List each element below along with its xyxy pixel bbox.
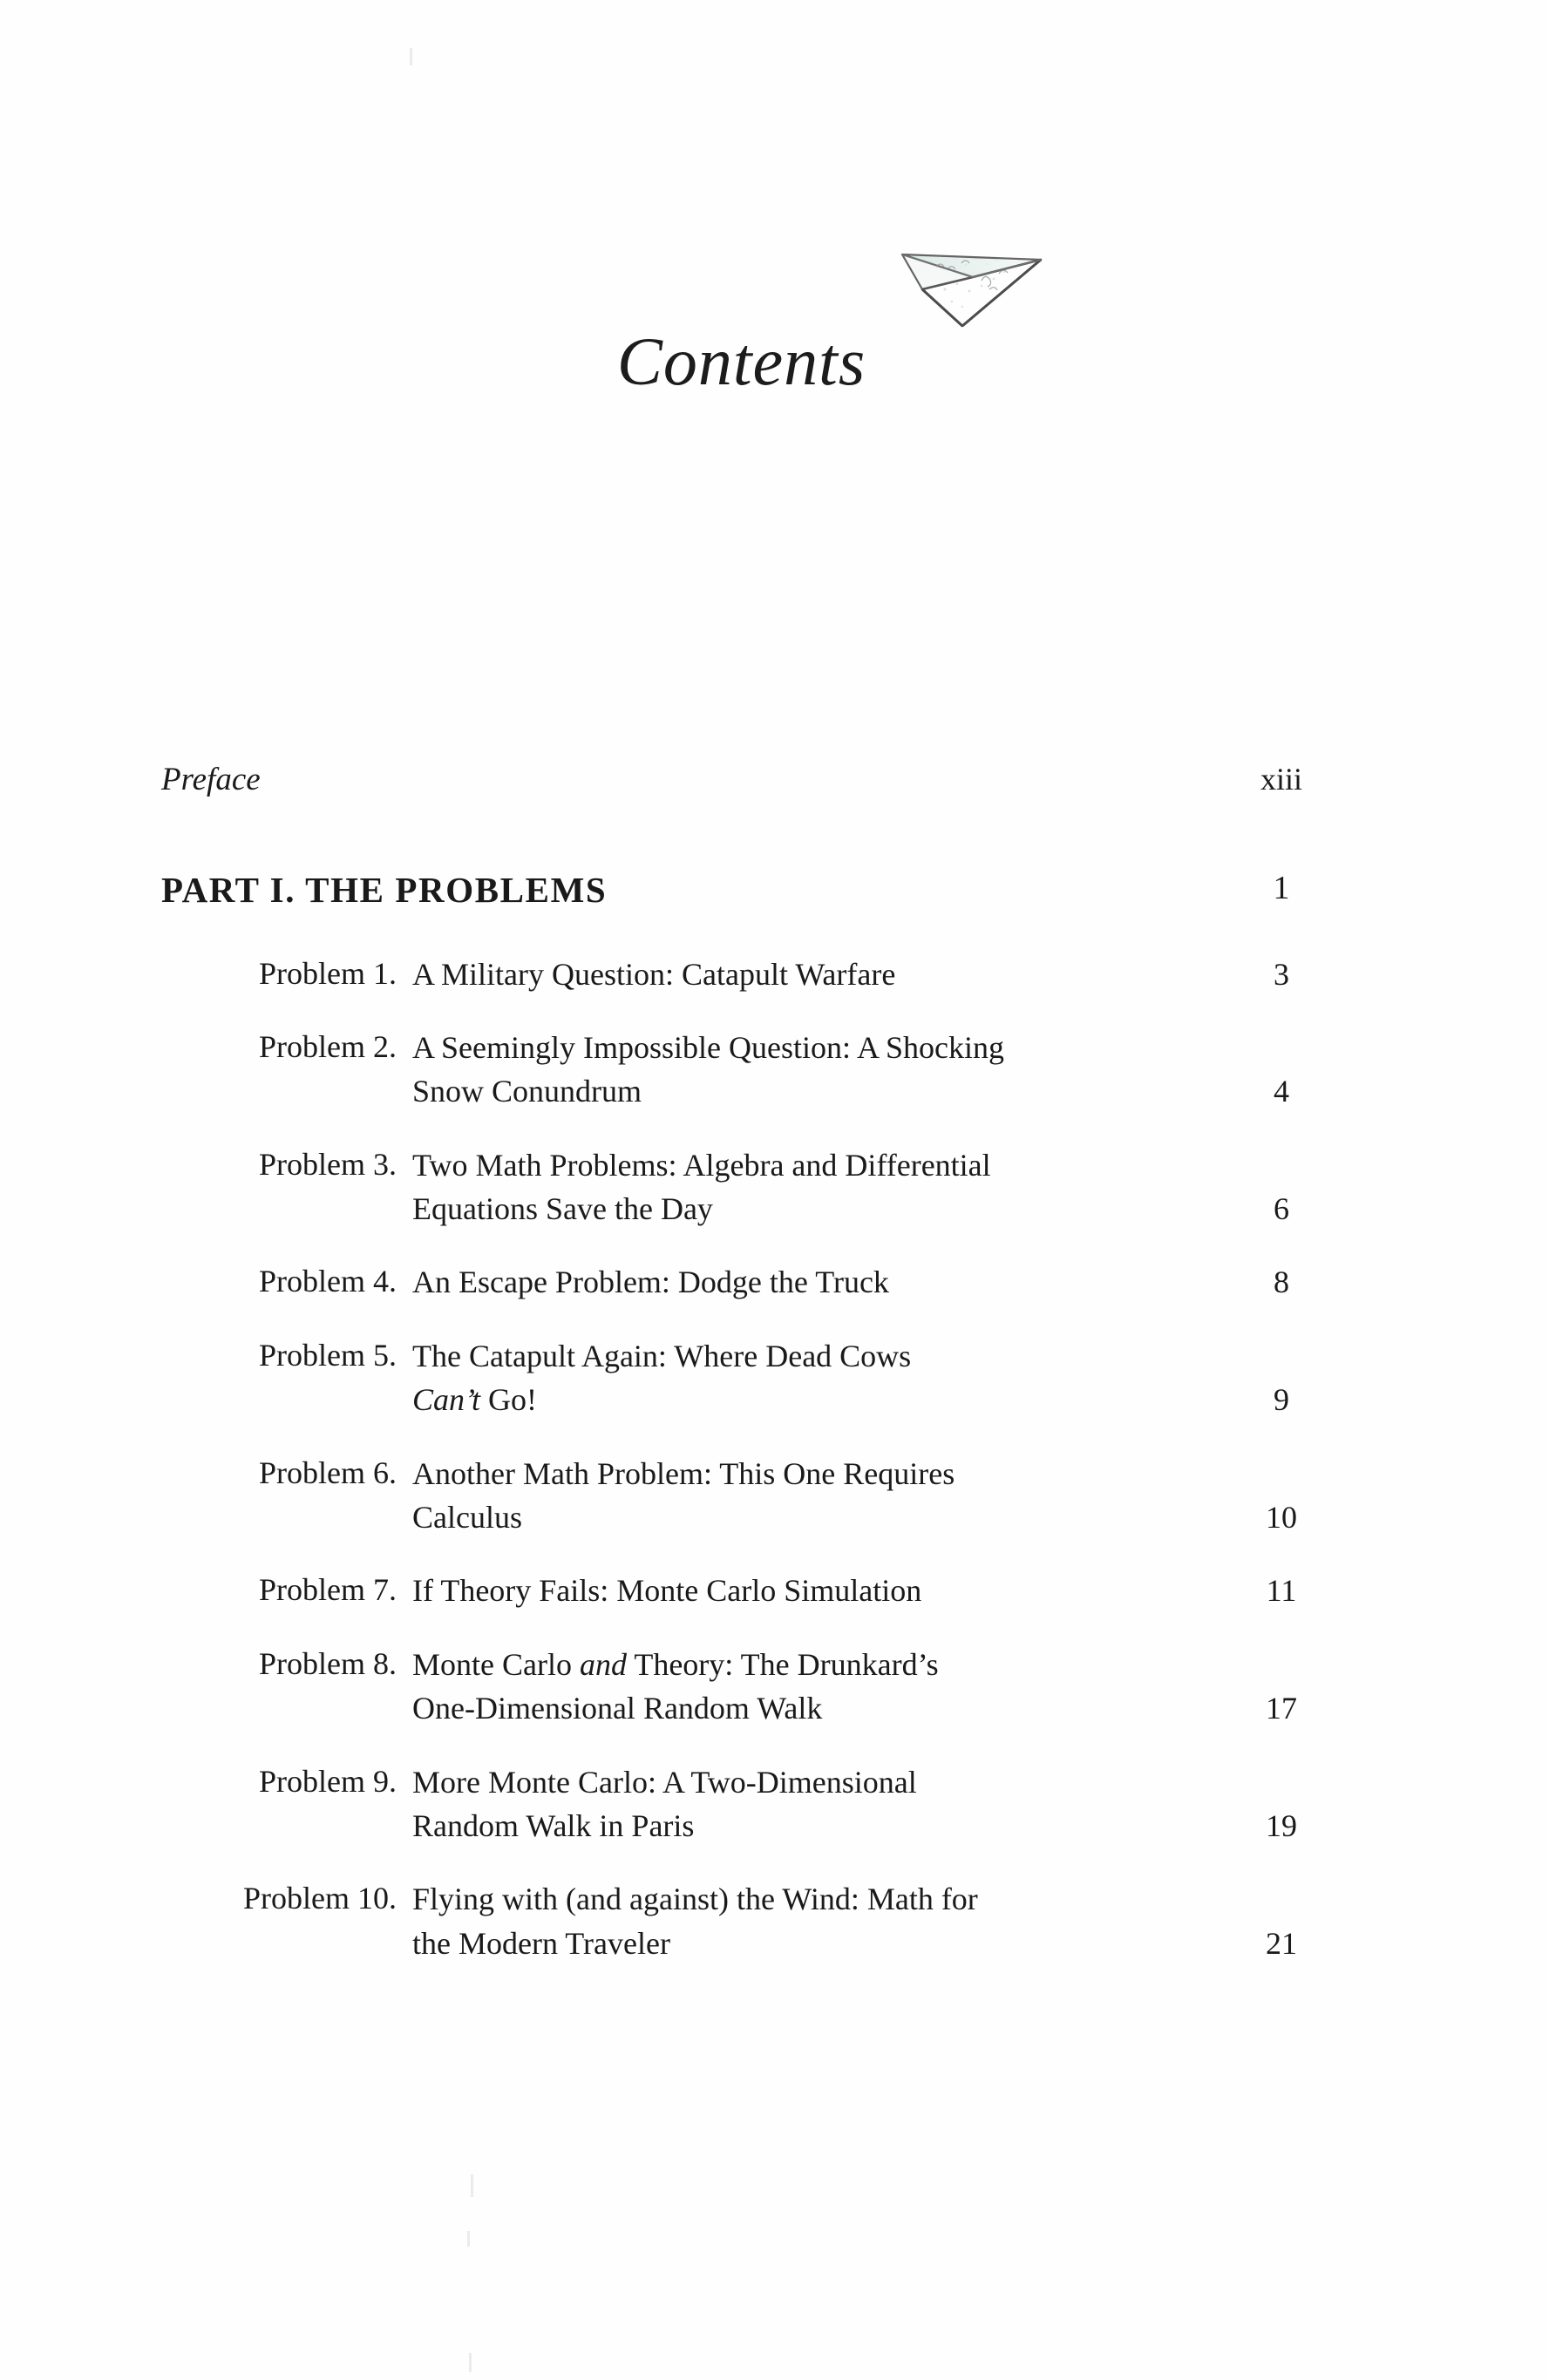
- toc-entry-page-number: 3: [1274, 956, 1289, 992]
- toc-entry-title: The Catapult Again: Where Dead Cows: [412, 1338, 912, 1373]
- toc-entry-title-plain: Theory: The Drunkard’s: [626, 1646, 939, 1682]
- toc-entry-line: [412, 1760, 1355, 1804]
- toc-entry-lines: [412, 1452, 1355, 1540]
- page-title: [0, 322, 1549, 401]
- paper-airplane-icon: [879, 228, 1053, 329]
- toc-entry-lines: [412, 1334, 1355, 1422]
- toc-entry-label: Problem 6.: [259, 1454, 397, 1490]
- part-heading-page-number: 1: [1273, 869, 1290, 906]
- toc-entry-page-number: 21: [1266, 1925, 1297, 1961]
- scan-artifact: [471, 2174, 473, 2197]
- toc-entry-line: [412, 1187, 1355, 1231]
- toc-entry-label: Problem 2.: [259, 1028, 397, 1064]
- toc-entry-page-number: 8: [1274, 1265, 1289, 1300]
- toc-entry-page-number: 9: [1274, 1382, 1289, 1418]
- scan-artifact: [469, 2353, 472, 2372]
- toc-entry[interactable]: [161, 1643, 1355, 1731]
- toc-entry-label: Problem 9.: [259, 1763, 397, 1799]
- toc-entry[interactable]: [161, 1569, 1355, 1612]
- toc-entry-title: If Theory Fails: Monte Carlo Simulation: [412, 1573, 922, 1609]
- toc-entry-line: [412, 1686, 1355, 1730]
- toc-entry-label: Problem 1.: [259, 955, 397, 991]
- preface-label: Preface: [161, 762, 261, 797]
- toc-entry-list: [161, 953, 1355, 1966]
- toc-entry-page-number: 10: [1266, 1500, 1297, 1536]
- toc-entry-title: Random Walk in Paris: [412, 1807, 695, 1843]
- toc-entry-line: [412, 1026, 1355, 1069]
- toc-entry-title: [412, 1378, 1207, 1421]
- toc-entry-label: Problem 5.: [259, 1337, 397, 1373]
- toc-entry-label: Problem 8.: [259, 1645, 397, 1681]
- toc-entry-lines: [412, 1760, 1355, 1848]
- toc-entry[interactable]: [161, 1334, 1355, 1422]
- toc-entry[interactable]: [161, 953, 1355, 996]
- toc-entry-title-plain: Monte Carlo: [412, 1646, 580, 1682]
- toc-entry-title: Equations Save the Day: [412, 1191, 713, 1227]
- toc-entry-line: [412, 1378, 1355, 1421]
- toc-entry[interactable]: [161, 1452, 1355, 1540]
- toc-entry-title: [412, 1643, 1207, 1686]
- toc-entry-page-number: 11: [1266, 1573, 1297, 1609]
- toc-entry-title: Calculus: [412, 1500, 522, 1536]
- toc-entry-page-number: 6: [1274, 1191, 1289, 1227]
- toc-entry-lines: [412, 953, 1355, 996]
- toc-entry-preface[interactable]: [161, 758, 1355, 802]
- toc-entry-lines: [412, 1260, 1355, 1304]
- toc-entry-title-italic: and: [579, 1646, 627, 1682]
- toc-entry-lines: [412, 1143, 1355, 1231]
- toc-entry-title: A Seemingly Impossible Question: A Shocking: [412, 1029, 1005, 1065]
- toc-entry-line: [412, 1452, 1355, 1495]
- toc-part-heading[interactable]: [161, 866, 1355, 914]
- toc-entry-line: [412, 1260, 1355, 1304]
- toc-entry[interactable]: [161, 1760, 1355, 1848]
- toc-entry-lines: [412, 1643, 1355, 1731]
- toc-entry[interactable]: [161, 1260, 1355, 1304]
- toc-entry[interactable]: [161, 1026, 1355, 1114]
- toc-entry-line: [412, 1643, 1355, 1686]
- toc-entry-label: Problem 10.: [243, 1881, 397, 1916]
- scan-artifact: [467, 2231, 470, 2247]
- toc-entry-title: An Escape Problem: Dodge the Truck: [412, 1265, 889, 1300]
- toc-entry-lines: [412, 1569, 1355, 1612]
- toc-entry-title: Another Math Problem: This One Requires: [412, 1455, 955, 1491]
- page-title-text: Contents: [616, 323, 866, 399]
- toc-entry-title: the Modern Traveler: [412, 1925, 670, 1961]
- toc-entry[interactable]: [161, 1877, 1355, 1965]
- toc-entry-line: [412, 1877, 1355, 1921]
- toc-entry-line: [412, 1069, 1355, 1113]
- toc-entry-label: Problem 4.: [259, 1264, 397, 1299]
- part-heading-label: PART I. THE PROBLEMS: [161, 869, 608, 910]
- toc-entry-page-number: 19: [1266, 1807, 1297, 1843]
- toc-entry-line: [412, 1143, 1355, 1187]
- preface-page-number: xiii: [1260, 762, 1302, 797]
- table-of-contents: [161, 758, 1355, 1995]
- toc-entry-line: [412, 1922, 1355, 1965]
- toc-entry-label: Problem 3.: [259, 1146, 397, 1182]
- toc-entry-lines: [412, 1877, 1355, 1965]
- toc-entry-title: Flying with (and against) the Wind: Math for: [412, 1882, 978, 1917]
- toc-entry-title: One-Dimensional Random Walk: [412, 1691, 823, 1726]
- toc-entry-page-number: 17: [1266, 1691, 1297, 1726]
- toc-entry-lines: [412, 1026, 1355, 1114]
- toc-entry-line: [412, 1495, 1355, 1539]
- toc-entry-page-number: 4: [1274, 1074, 1289, 1109]
- toc-entry[interactable]: [161, 1143, 1355, 1231]
- toc-entry-label: Problem 7.: [259, 1572, 397, 1608]
- toc-entry-line: [412, 1334, 1355, 1378]
- scan-artifact: [410, 48, 412, 65]
- toc-entry-title: A Military Question: Catapult Warfare: [412, 956, 896, 992]
- toc-entry-line: [412, 1569, 1355, 1612]
- toc-entry-line: [412, 953, 1355, 996]
- toc-entry-title: Two Math Problems: Algebra and Differential: [412, 1147, 991, 1183]
- toc-entry-line: [412, 1804, 1355, 1848]
- toc-entry-title-italic: Can’t: [412, 1382, 481, 1418]
- toc-entry-title-plain: Go!: [480, 1382, 538, 1418]
- toc-entry-title: More Monte Carlo: A Two-Dimensional: [412, 1764, 917, 1800]
- toc-entry-title: Snow Conundrum: [412, 1074, 642, 1109]
